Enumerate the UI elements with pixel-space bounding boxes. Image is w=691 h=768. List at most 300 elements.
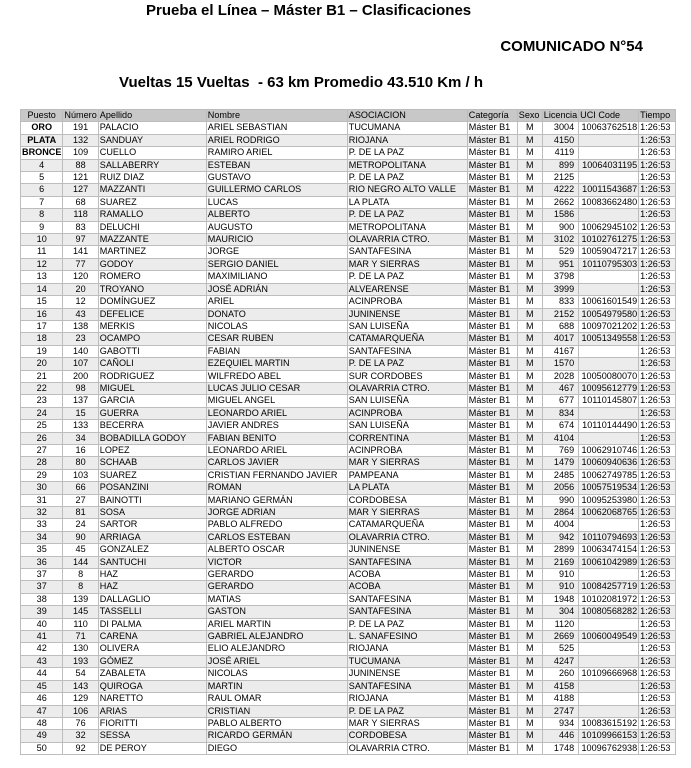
cell-categoria: Máster B1	[467, 407, 517, 419]
cell-apellido: GUERRA	[98, 407, 206, 419]
cell-tiempo: 1:26:53	[639, 358, 676, 370]
cell-sexo: M	[517, 320, 542, 332]
cell-categoria: Máster B1	[467, 457, 517, 469]
cell-apellido: PALACIO	[98, 122, 206, 134]
cell-asociacion: L. SANAFESINO	[347, 631, 467, 643]
table-row	[21, 655, 676, 667]
cell-tiempo: 1:26:53	[639, 122, 676, 134]
cell-numero: 110	[63, 618, 98, 630]
cell-uci-code	[579, 407, 639, 419]
cell-licencia: 529	[542, 246, 578, 258]
cell-numero: 103	[63, 469, 98, 481]
cell-numero: 130	[63, 643, 98, 655]
cell-sexo: M	[517, 358, 542, 370]
cell-licencia: 304	[542, 606, 578, 618]
cell-numero: 45	[63, 544, 98, 556]
cell-puesto: 19	[21, 345, 63, 357]
cell-uci-code: 10110795303	[579, 258, 639, 270]
cell-tiempo: 1:26:53	[639, 556, 676, 568]
cell-uci-code: 10061042989	[579, 556, 639, 568]
cell-asociacion: SAN LUISEÑA	[347, 320, 467, 332]
cell-licencia: 4004	[542, 519, 578, 531]
cell-licencia: 2864	[542, 507, 578, 519]
cell-uci-code: 10083662480	[579, 196, 639, 208]
cell-licencia: 3798	[542, 271, 578, 283]
cell-licencia: 4167	[542, 345, 578, 357]
cell-nombre: DONATO	[206, 308, 347, 320]
cell-numero: 200	[63, 370, 98, 382]
cell-numero: 27	[63, 494, 98, 506]
cell-sexo: M	[517, 395, 542, 407]
cell-asociacion: ACINPROBA	[347, 407, 467, 419]
cell-categoria: Máster B1	[467, 320, 517, 332]
cell-asociacion: SANTAFESINA	[347, 606, 467, 618]
cell-licencia: 2669	[542, 631, 578, 643]
cell-nombre: ARIEL SEBASTIAN	[206, 122, 347, 134]
cell-puesto: 11	[21, 246, 63, 258]
cell-apellido: ARRIAGA	[98, 531, 206, 543]
cell-tiempo: 1:26:53	[639, 432, 676, 444]
cell-nombre: JORGE	[206, 246, 347, 258]
cell-apellido: BAINOTTI	[98, 494, 206, 506]
cell-tiempo: 1:26:53	[639, 469, 676, 481]
results-table	[20, 109, 676, 755]
cell-sexo: M	[517, 519, 542, 531]
cell-numero: 127	[63, 184, 98, 196]
cell-puesto: 10	[21, 234, 63, 246]
cell-nombre: PABLO ALBERTO	[206, 717, 347, 729]
cell-tiempo: 1:26:53	[639, 296, 676, 308]
cell-categoria: Máster B1	[467, 196, 517, 208]
cell-licencia: 2125	[542, 172, 578, 184]
cell-sexo: M	[517, 147, 542, 159]
cell-asociacion: CORDOBESA	[347, 494, 467, 506]
cell-puesto: 4	[21, 159, 63, 171]
cell-nombre: RICARDO GERMÁN	[206, 730, 347, 742]
cell-nombre: GUILLERMO CARLOS	[206, 184, 347, 196]
table-row	[21, 556, 676, 568]
cell-categoria: Máster B1	[467, 569, 517, 581]
cell-nombre: MAXIMILIANO	[206, 271, 347, 283]
cell-apellido: HAZ	[98, 569, 206, 581]
cell-uci-code: 10057519534	[579, 482, 639, 494]
cell-puesto: 26	[21, 432, 63, 444]
cell-licencia: 2747	[542, 705, 578, 717]
cell-apellido: DOMÍNGUEZ	[98, 296, 206, 308]
cell-tiempo: 1:26:53	[639, 593, 676, 605]
cell-puesto: 15	[21, 296, 63, 308]
cell-apellido: HAZ	[98, 581, 206, 593]
cell-categoria: Máster B1	[467, 507, 517, 519]
cell-licencia: 910	[542, 569, 578, 581]
table-row	[21, 507, 676, 519]
cell-sexo: M	[517, 531, 542, 543]
cell-puesto: 25	[21, 420, 63, 432]
cell-apellido: SCHAAB	[98, 457, 206, 469]
table-row	[21, 643, 676, 655]
cell-apellido: RAMALLO	[98, 209, 206, 221]
column-header-categoria: Categoría	[467, 110, 517, 122]
cell-numero: 54	[63, 668, 98, 680]
cell-asociacion: ALVEARENSE	[347, 283, 467, 295]
cell-licencia: 1120	[542, 618, 578, 630]
cell-licencia: 677	[542, 395, 578, 407]
cell-categoria: Máster B1	[467, 581, 517, 593]
cell-uci-code: 10062068765	[579, 507, 639, 519]
cell-numero: 107	[63, 358, 98, 370]
cell-numero: 8	[63, 569, 98, 581]
table-row	[21, 333, 676, 345]
cell-numero: 71	[63, 631, 98, 643]
table-row	[21, 159, 676, 171]
cell-sexo: M	[517, 655, 542, 667]
cell-sexo: M	[517, 556, 542, 568]
table-row	[21, 482, 676, 494]
cell-uci-code	[579, 680, 639, 692]
cell-sexo: M	[517, 717, 542, 729]
cell-licencia: 1948	[542, 593, 578, 605]
cell-nombre: FABIAN	[206, 345, 347, 357]
cell-categoria: Máster B1	[467, 655, 517, 667]
cell-numero: 23	[63, 333, 98, 345]
cell-categoria: Máster B1	[467, 234, 517, 246]
cell-numero: 129	[63, 693, 98, 705]
cell-puesto: 29	[21, 469, 63, 481]
table-row	[21, 320, 676, 332]
cell-numero: 121	[63, 172, 98, 184]
cell-nombre: LUCAS JULIO CESAR	[206, 382, 347, 394]
table-row	[21, 432, 676, 444]
cell-uci-code: 10011543687	[579, 184, 639, 196]
cell-tiempo: 1:26:53	[639, 680, 676, 692]
cell-asociacion: OLAVARRIA CTRO.	[347, 234, 467, 246]
cell-categoria: Máster B1	[467, 469, 517, 481]
table-row	[21, 469, 676, 481]
cell-categoria: Máster B1	[467, 631, 517, 643]
cell-licencia: 467	[542, 382, 578, 394]
cell-puesto: 49	[21, 730, 63, 742]
cell-tiempo: 1:26:53	[639, 147, 676, 159]
cell-asociacion: SANTAFESINA	[347, 556, 467, 568]
cell-asociacion: CORRENTINA	[347, 432, 467, 444]
cell-sexo: M	[517, 631, 542, 643]
cell-numero: 138	[63, 320, 98, 332]
cell-puesto: 31	[21, 494, 63, 506]
cell-puesto: 44	[21, 668, 63, 680]
cell-uci-code: 10063762518	[579, 122, 639, 134]
table-row	[21, 593, 676, 605]
cell-licencia: 1586	[542, 209, 578, 221]
cell-licencia: 2169	[542, 556, 578, 568]
cell-apellido: TROYANO	[98, 283, 206, 295]
cell-categoria: Máster B1	[467, 221, 517, 233]
cell-sexo: M	[517, 134, 542, 146]
cell-apellido: POSANZINI	[98, 482, 206, 494]
cell-licencia: 4017	[542, 333, 578, 345]
cell-asociacion: P. DE LA PAZ	[347, 618, 467, 630]
table-row	[21, 308, 676, 320]
cell-numero: 24	[63, 519, 98, 531]
cell-nombre: MAURICIO	[206, 234, 347, 246]
cell-tiempo: 1:26:53	[639, 407, 676, 419]
cell-categoria: Máster B1	[467, 544, 517, 556]
cell-tiempo: 1:26:53	[639, 655, 676, 667]
cell-licencia: 3102	[542, 234, 578, 246]
cell-puesto: 35	[21, 544, 63, 556]
cell-tiempo: 1:26:53	[639, 209, 676, 221]
cell-sexo: M	[517, 221, 542, 233]
cell-categoria: Máster B1	[467, 531, 517, 543]
table-row	[21, 172, 676, 184]
cell-numero: 12	[63, 296, 98, 308]
cell-puesto: BRONCE	[22, 147, 62, 158]
cell-licencia: 2899	[542, 544, 578, 556]
cell-sexo: M	[517, 382, 542, 394]
cell-asociacion: JUNINENSE	[347, 544, 467, 556]
cell-categoria: Máster B1	[467, 668, 517, 680]
cell-sexo: M	[517, 643, 542, 655]
cell-licencia: 1570	[542, 358, 578, 370]
cell-tiempo: 1:26:53	[639, 221, 676, 233]
table-row	[21, 122, 676, 134]
cell-sexo: M	[517, 482, 542, 494]
cell-uci-code: 10050080070	[579, 370, 639, 382]
cell-categoria: Máster B1	[467, 693, 517, 705]
table-row	[21, 457, 676, 469]
cell-apellido: GÓMEZ	[98, 655, 206, 667]
table-row	[21, 345, 676, 357]
cell-nombre: MARTIN	[206, 680, 347, 692]
cell-licencia: 2028	[542, 370, 578, 382]
cell-sexo: M	[517, 742, 542, 754]
cell-apellido: DE PEROY	[98, 742, 206, 754]
cell-numero: 137	[63, 395, 98, 407]
cell-tiempo: 1:26:53	[639, 544, 676, 556]
table-row	[21, 569, 676, 581]
cell-apellido: SANDUAY	[98, 134, 206, 146]
cell-sexo: M	[517, 345, 542, 357]
cell-asociacion: OLAVARRIA CTRO.	[347, 742, 467, 754]
cell-asociacion: P. DE LA PAZ	[347, 209, 467, 221]
cell-numero: 15	[63, 407, 98, 419]
cell-categoria: Máster B1	[467, 159, 517, 171]
cell-uci-code	[579, 209, 639, 221]
cell-categoria: Máster B1	[467, 593, 517, 605]
cell-uci-code	[579, 172, 639, 184]
cell-categoria: Máster B1	[467, 395, 517, 407]
cell-apellido: MARTINEZ	[98, 246, 206, 258]
cell-categoria: Máster B1	[467, 444, 517, 456]
cell-licencia: 899	[542, 159, 578, 171]
cell-nombre: LEONARDO ARIEL	[206, 407, 347, 419]
cell-asociacion: TUCUMANA	[347, 122, 467, 134]
cell-uci-code	[579, 643, 639, 655]
cell-numero: 144	[63, 556, 98, 568]
cell-numero: 34	[63, 432, 98, 444]
cell-nombre: JOSÉ ADRIÁN	[206, 283, 347, 295]
column-header-puesto: Puesto	[21, 110, 63, 122]
table-row	[21, 196, 676, 208]
table-row	[21, 271, 676, 283]
cell-numero: 141	[63, 246, 98, 258]
cell-apellido: CARENA	[98, 631, 206, 643]
cell-asociacion: MAR Y SIERRAS	[347, 507, 467, 519]
cell-nombre: CRISTIAN	[206, 705, 347, 717]
cell-sexo: M	[517, 234, 542, 246]
cell-puesto: PLATA	[21, 134, 63, 146]
cell-categoria: Máster B1	[467, 370, 517, 382]
cell-apellido: GODOY	[98, 258, 206, 270]
cell-apellido: RUIZ DIAZ	[98, 172, 206, 184]
cell-tiempo: 1:26:53	[639, 320, 676, 332]
cell-nombre: MIGUEL ANGEL	[206, 395, 347, 407]
cell-nombre: GUSTAVO	[206, 172, 347, 184]
cell-asociacion: P. DE LA PAZ	[347, 147, 467, 159]
cell-puesto: 32	[21, 507, 63, 519]
cell-puesto: 16	[21, 308, 63, 320]
cell-sexo: M	[517, 618, 542, 630]
cell-nombre: CARLOS JAVIER	[206, 457, 347, 469]
cell-numero: 80	[63, 457, 98, 469]
cell-tiempo: 1:26:53	[639, 581, 676, 593]
cell-uci-code: 10109966153	[579, 730, 639, 742]
cell-asociacion: OLAVARRIA CTRO.	[347, 531, 467, 543]
cell-nombre: FABIAN BENITO	[206, 432, 347, 444]
cell-uci-code: 10051349558	[579, 333, 639, 345]
cell-puesto: 18	[21, 333, 63, 345]
cell-uci-code: 10102081972	[579, 593, 639, 605]
cell-apellido: LOPEZ	[98, 444, 206, 456]
cell-asociacion: SANTAFESINA	[347, 680, 467, 692]
cell-tiempo: 1:26:53	[639, 258, 676, 270]
header-row	[21, 110, 676, 122]
cell-apellido: BOBADILLA GODOY	[98, 432, 206, 444]
table-row	[21, 358, 676, 370]
cell-puesto: 21	[21, 370, 63, 382]
cell-puesto: 37	[21, 569, 63, 581]
cell-sexo: M	[517, 705, 542, 717]
cell-tiempo: 1:26:53	[639, 234, 676, 246]
cell-apellido: DALLAGLIO	[98, 593, 206, 605]
cell-nombre: LUCAS	[206, 196, 347, 208]
cell-apellido: ZABALETA	[98, 668, 206, 680]
table-row	[21, 258, 676, 270]
cell-categoria: Máster B1	[467, 134, 517, 146]
cell-nombre: JAVIER ANDRES	[206, 420, 347, 432]
cell-tiempo: 1:26:53	[639, 693, 676, 705]
cell-categoria: Máster B1	[467, 382, 517, 394]
cell-uci-code	[579, 134, 639, 146]
cell-licencia: 688	[542, 320, 578, 332]
cell-tiempo: 1:26:53	[639, 457, 676, 469]
cell-tiempo: 1:26:53	[639, 482, 676, 494]
cell-categoria: Máster B1	[467, 147, 517, 159]
table-row	[21, 407, 676, 419]
cell-licencia: 1479	[542, 457, 578, 469]
cell-tiempo: 1:26:53	[639, 134, 676, 146]
cell-uci-code: 10110145807	[579, 395, 639, 407]
results-table-body	[21, 122, 676, 755]
cell-nombre: GERARDO	[206, 581, 347, 593]
cell-tiempo: 1:26:53	[639, 569, 676, 581]
cell-sexo: M	[517, 184, 542, 196]
cell-apellido: FIORITTI	[98, 717, 206, 729]
cell-puesto: 12	[21, 258, 63, 270]
cell-puesto: ORO	[21, 122, 63, 134]
cell-asociacion: SANTAFESINA	[347, 246, 467, 258]
cell-nombre: RAUL OMAR	[206, 693, 347, 705]
cell-categoria: Máster B1	[467, 420, 517, 432]
cell-licencia: 900	[542, 221, 578, 233]
cell-asociacion: SANTAFESINA	[347, 345, 467, 357]
cell-nombre: ALBERTO	[206, 209, 347, 221]
cell-nombre: SERGIO DANIEL	[206, 258, 347, 270]
cell-uci-code: 10060049549	[579, 631, 639, 643]
cell-numero: 132	[63, 134, 98, 146]
cell-apellido: NARETTO	[98, 693, 206, 705]
cell-uci-code: 10084257719	[579, 581, 639, 593]
cell-nombre: VICTOR	[206, 556, 347, 568]
cell-numero: 140	[63, 345, 98, 357]
cell-apellido: SOSA	[98, 507, 206, 519]
cell-tiempo: 1:26:53	[639, 717, 676, 729]
cell-tiempo: 1:26:53	[639, 618, 676, 630]
cell-apellido: SUAREZ	[98, 196, 206, 208]
cell-asociacion: JUNINENSE	[347, 308, 467, 320]
cell-sexo: M	[517, 246, 542, 258]
cell-apellido: TASSELLI	[98, 606, 206, 618]
cell-nombre: GABRIEL ALEJANDRO	[206, 631, 347, 643]
cell-sexo: M	[517, 159, 542, 171]
cell-uci-code: 10083615192	[579, 717, 639, 729]
cell-puesto: 43	[21, 655, 63, 667]
cell-asociacion: SAN LUISEÑA	[347, 395, 467, 407]
cell-uci-code	[579, 618, 639, 630]
cell-uci-code: 10095612779	[579, 382, 639, 394]
cell-tiempo: 1:26:53	[639, 668, 676, 680]
cell-apellido: DI PALMA	[98, 618, 206, 630]
cell-uci-code	[579, 283, 639, 295]
cell-licencia: 4247	[542, 655, 578, 667]
cell-apellido: SANTUCHI	[98, 556, 206, 568]
cell-tiempo: 1:26:53	[639, 742, 676, 754]
cell-tiempo: 1:26:53	[639, 420, 676, 432]
cell-licencia: 990	[542, 494, 578, 506]
cell-categoria: Máster B1	[467, 494, 517, 506]
cell-asociacion: RIO NEGRO ALTO VALLE	[347, 184, 467, 196]
cell-uci-code: 10080568282	[579, 606, 639, 618]
cell-numero: 20	[63, 283, 98, 295]
cell-uci-code: 10097021202	[579, 320, 639, 332]
cell-puesto: 47	[21, 705, 63, 717]
cell-apellido: ARIAS	[98, 705, 206, 717]
cell-sexo: M	[517, 172, 542, 184]
table-row	[21, 420, 676, 432]
cell-puesto: 23	[21, 395, 63, 407]
cell-sexo: M	[517, 507, 542, 519]
cell-numero: 143	[63, 680, 98, 692]
cell-sexo: M	[517, 569, 542, 581]
cell-licencia: 3004	[542, 122, 578, 134]
cell-licencia: 446	[542, 730, 578, 742]
cell-sexo: M	[517, 581, 542, 593]
cell-asociacion: P. DE LA PAZ	[347, 271, 467, 283]
cell-categoria: Máster B1	[467, 172, 517, 184]
cell-puesto: 38	[21, 593, 63, 605]
cell-licencia: 4119	[542, 147, 578, 159]
cell-nombre: JOSÉ ARIEL	[206, 655, 347, 667]
cell-asociacion: CATAMARQUEÑA	[347, 519, 467, 531]
